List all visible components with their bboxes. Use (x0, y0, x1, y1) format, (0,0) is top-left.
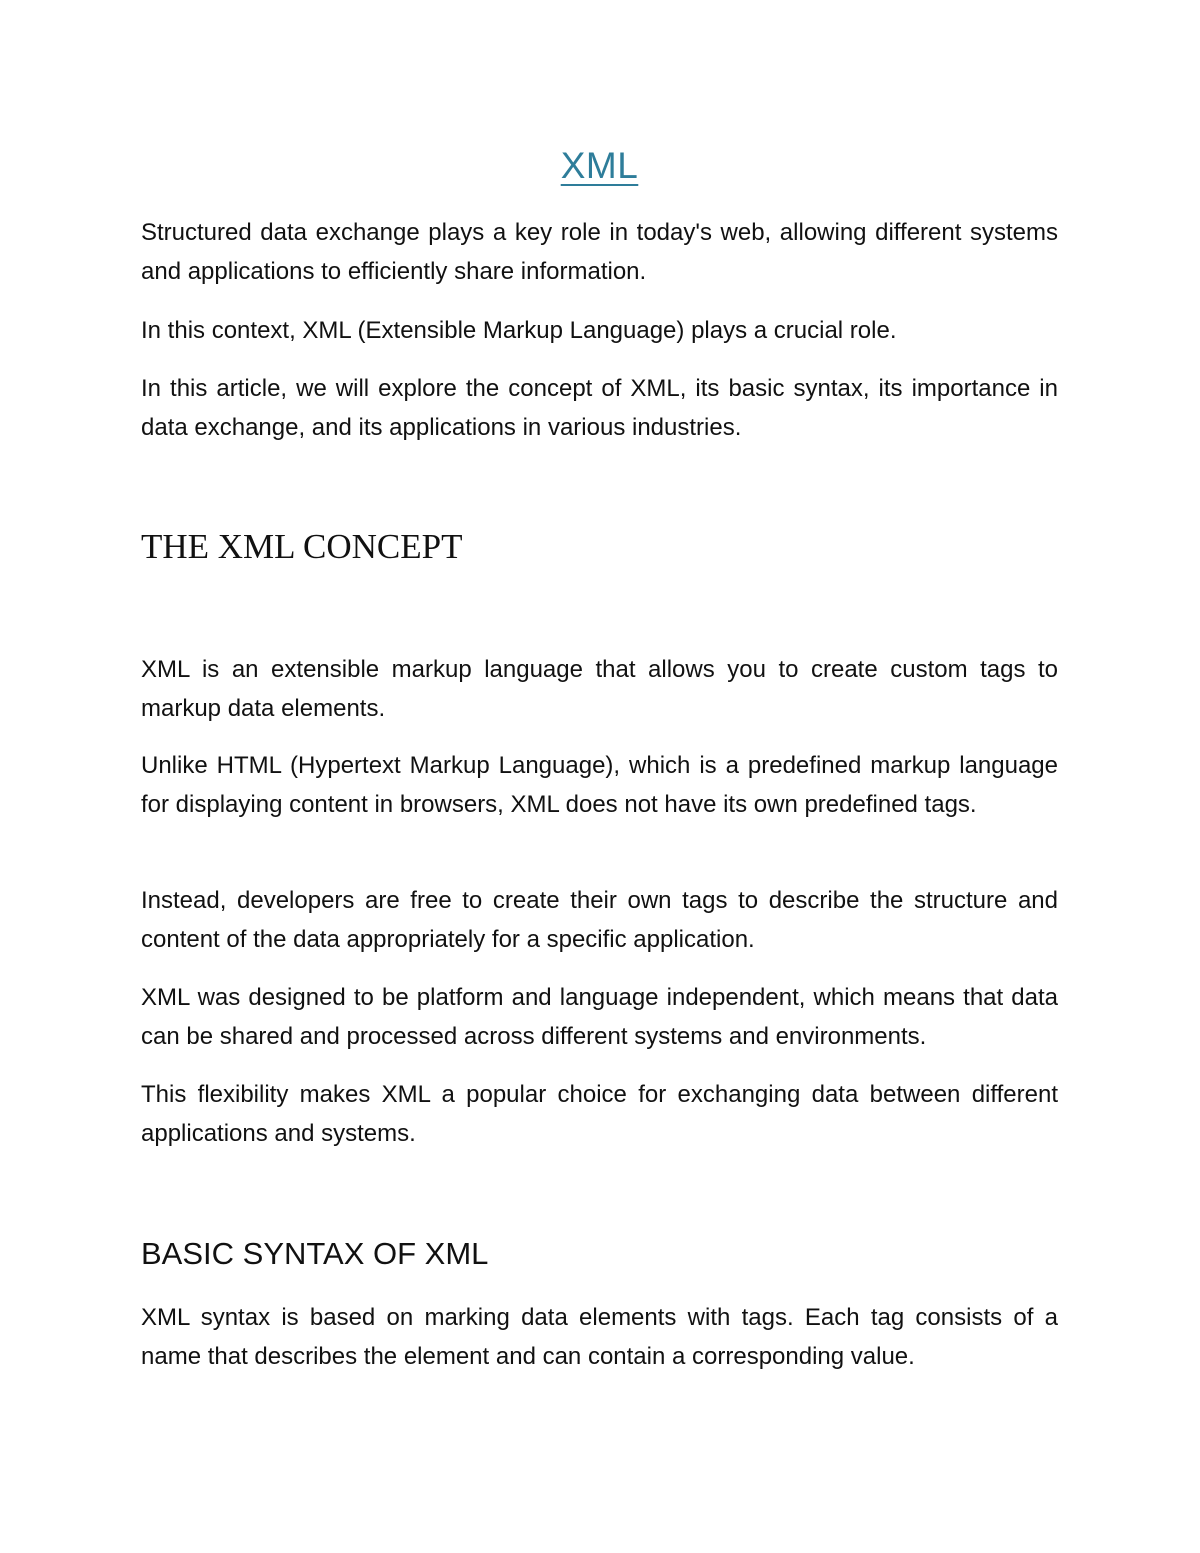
document-title-text: XML (560, 145, 639, 186)
concept-paragraph-2: Unlike HTML (Hypertext Markup Language), which is a predefined markup language for displaying content in browsers, XML does not have its own predefined tags. (141, 752, 1058, 818)
section-heading-basic-syntax: BASIC SYNTAX OF XML (141, 1236, 489, 1271)
concept-paragraph-4: XML was designed to be platform and language independent, which means that data can be shared and processed across different systems and environments. (141, 984, 1058, 1050)
concept-paragraph-1: XML is an extensible markup language that allows you to create custom tags to markup data elements. (141, 656, 1058, 722)
document-title (141, 143, 1058, 189)
intro-paragraph-1: Structured data exchange plays a key role in today's web, allowing different systems and applications to efficiently share information. (141, 219, 1058, 285)
document-page (141, 0, 1058, 1553)
intro-paragraph-3: In this article, we will explore the concept of XML, its basic syntax, its importance in data exchange, and its applications in various industries. (141, 375, 1058, 441)
concept-paragraph-5: This flexibility makes XML a popular choice for exchanging data between different applications and systems. (141, 1081, 1058, 1147)
concept-paragraph-3: Instead, developers are free to create their own tags to describe the structure and content of the data appropriately for a specific application. (141, 887, 1058, 953)
syntax-paragraph-1: XML syntax is based on marking data elements with tags. Each tag consists of a name that describes the element and can contain a corresponding value. (141, 1304, 1058, 1370)
section-heading-xml-concept: THE XML CONCEPT (141, 527, 463, 566)
intro-paragraph-2: In this context, XML (Extensible Markup Language) plays a crucial role. (141, 317, 897, 344)
